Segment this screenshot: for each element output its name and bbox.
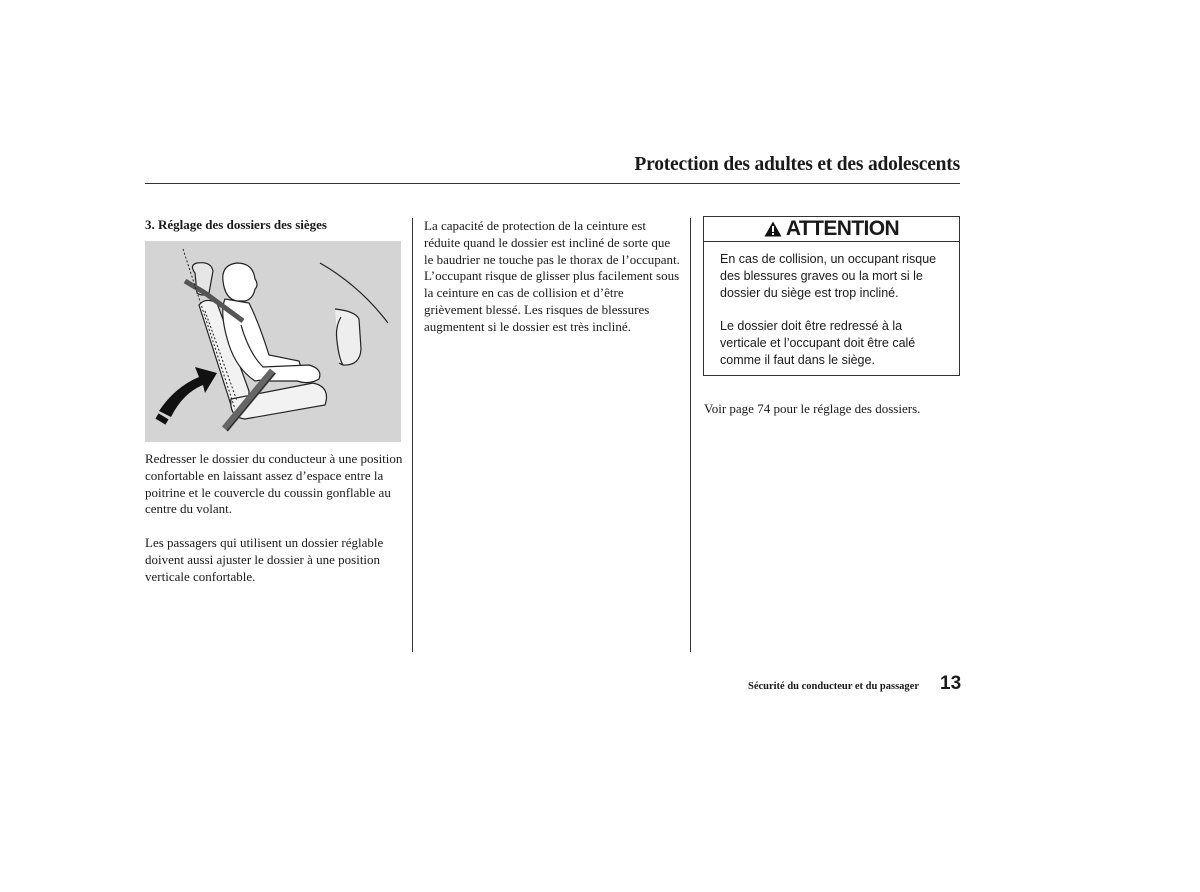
column-divider-left (412, 218, 413, 652)
warning-triangle-icon (764, 221, 782, 237)
page-number: 13 (940, 673, 962, 694)
warning-text-1: En cas de collision, un occupant risque des blessures graves ou la mort si le dossier du siège est trop incliné. (720, 252, 937, 300)
left-paragraph-1: Redresser le dossier du conducteur à une position confortable en laissant assez d’espace entre la poitrine et le couvercle du coussin gonflable au centre du volant. (145, 451, 403, 517)
warning-header (704, 217, 959, 242)
column-divider-right (690, 218, 691, 652)
page-reference: Voir page 74 pour le réglage des dossiers. (704, 401, 921, 416)
footer-section-title: Sécurité du conducteur et du passager (747, 681, 919, 692)
left-paragraph-2: Les passagers qui utilisent un dossier réglable doivent aussi ajuster le dossier à une position verticale confortable. (145, 535, 384, 584)
page-title: Protection des adultes et des adolescents (634, 154, 960, 175)
warning-text-2: Le dossier doit être redressé à la verticale et l’occupant doit être calé comme il faut dans le siège. (720, 319, 916, 367)
middle-paragraph: La capacité de protection de la ceinture est réduite quand le dossier est incliné de sorte que le baudrier ne touche pas le thorax de l’occupant. L’occupant risque de glisser plus facilement sous la ceinture en cas de collision et d’être grièvement blessé. Les risques de blessures augmentent si le dossier est très incliné. (424, 218, 680, 334)
warning-label: ATTENTION (785, 217, 900, 240)
warning-box (703, 216, 960, 376)
seat-adjustment-illustration (145, 241, 401, 442)
section-heading: 3. Réglage des dossiers des sièges (145, 217, 327, 232)
header-rule (145, 183, 960, 184)
